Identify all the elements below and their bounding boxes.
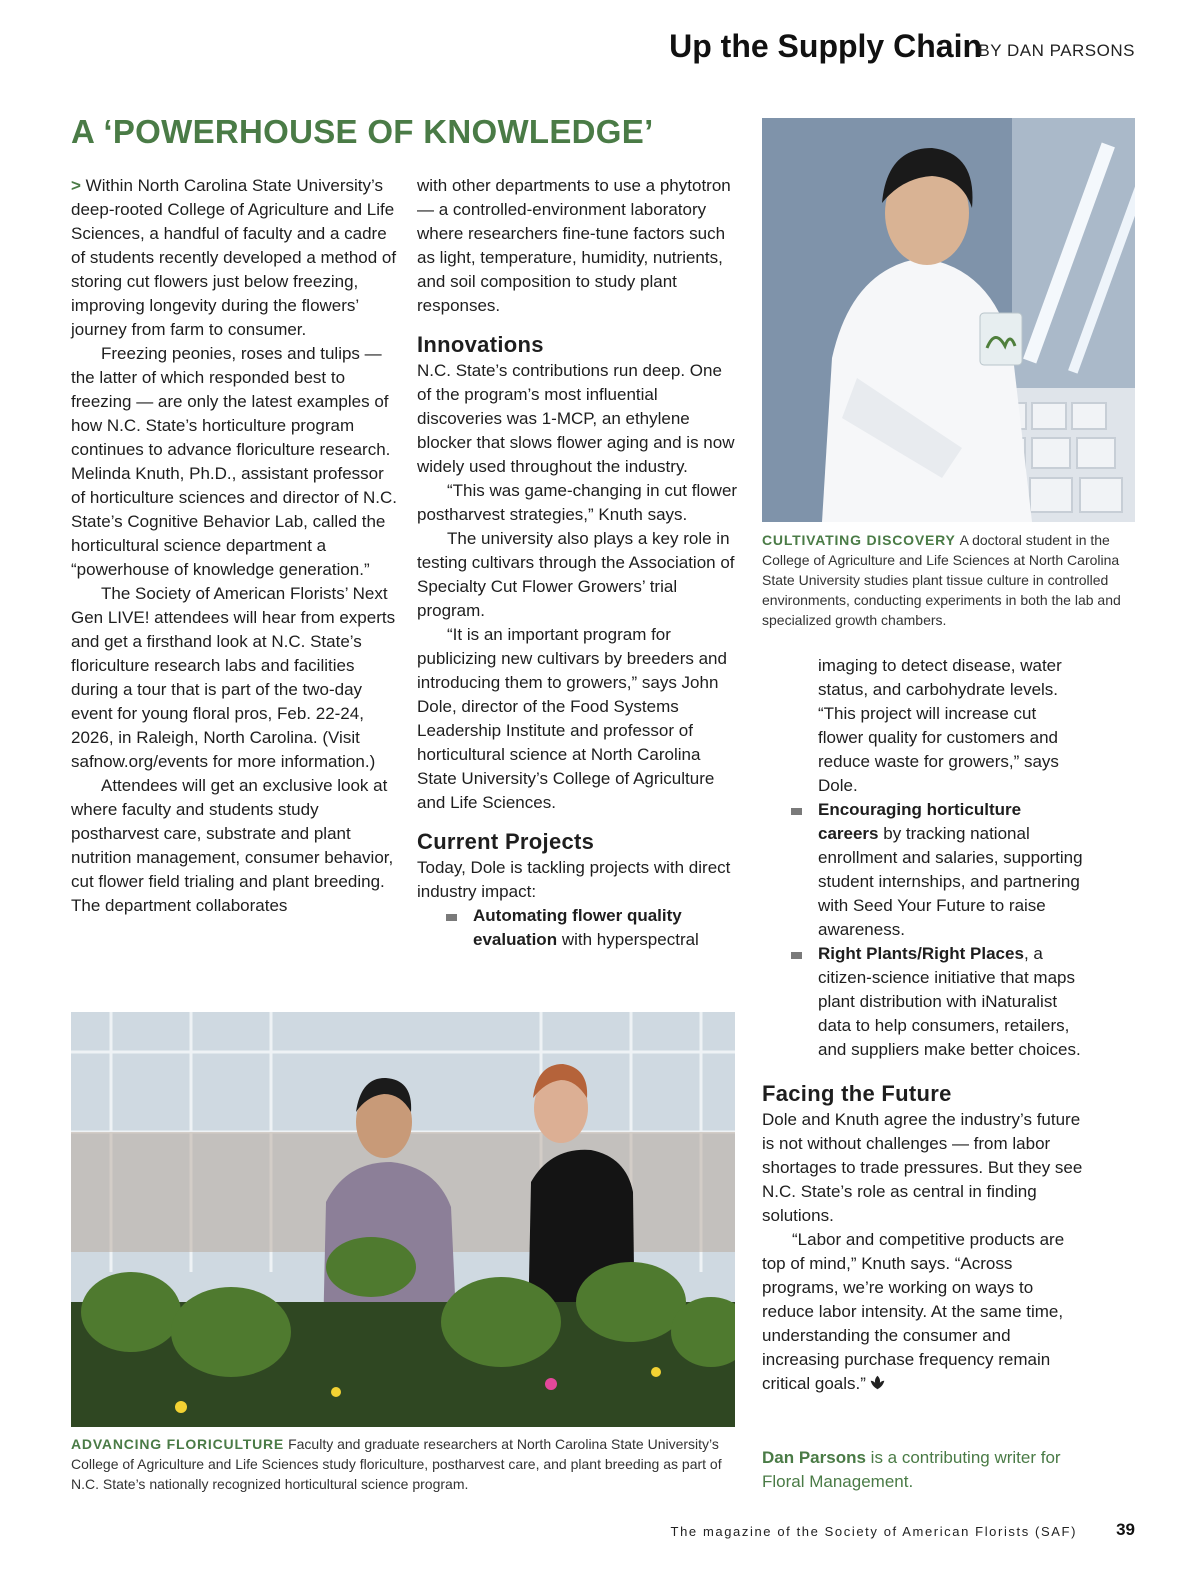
- body-column-2: [417, 174, 739, 952]
- footer-publication: The magazine of the Society of American Florists (SAF): [670, 1524, 1077, 1539]
- project-list-continued: [762, 654, 1084, 1062]
- body-paragraph: “This was game-changing in cut flower postharvest strategies,” Knuth says.: [417, 481, 738, 524]
- list-item: [762, 798, 1084, 942]
- caption-kicker: CULTIVATING DISCOVERY: [762, 532, 956, 548]
- section-title: Up the Supply Chain: [669, 28, 982, 64]
- lab-photo: [762, 118, 1135, 522]
- bullet-text: imaging to detect disease, water status, and carbohydrate levels. “This project will increase cut flower quality for customers and reduce waste for growers,” says Dole.: [818, 656, 1062, 795]
- square-bullet-icon: [791, 952, 802, 959]
- page-number: 39: [1116, 1520, 1135, 1539]
- paragraph-text: Within North Carolina State University’s deep-rooted College of Agriculture and Life Sciences, a handful of faculty and a cadre of students recently developed a method of storing cut flowers just below freezing, improving longevity during the flowers’ journey from farm to consumer.: [71, 176, 397, 339]
- saf-flower-end-mark-icon: [869, 1374, 886, 1391]
- body-paragraph: N.C. State’s contributions run deep. One of the program’s most influential discoveries was 1-MCP, an ethylene blocker that slows flower aging and is now widely used throughout the industry.: [417, 361, 735, 476]
- greenhouse-photo: [71, 1012, 735, 1427]
- author-name: Dan Parsons: [762, 1448, 866, 1467]
- greenhouse-photo-illustration: [71, 1012, 735, 1427]
- caption-text: Faculty and graduate researchers at North Carolina State University’s College of Agriculture and Life Sciences study floriculture, postharvest care, and plant breeding as part of N.C. State’s nationally recognized horticultural science program.: [71, 1436, 722, 1492]
- author-bio: is a contributing writer for Floral Management.: [762, 1448, 1061, 1491]
- project-list: [417, 904, 739, 952]
- body-paragraph: Attendees will get an exclusive look at where faculty and students study postharvest care, substrate and plant nutrition management, consumer behavior, cut flower field trialing and plant breeding. The department collaborates: [71, 776, 394, 915]
- lab-photo-illustration: [762, 118, 1135, 522]
- bullet-lead: Encouraging horticulture careers: [818, 800, 1022, 843]
- body-paragraph-continued: with other departments to use a phytotron — a controlled-environment laboratory where researchers fine-tune factors such as light, temperature, humidity, nutrients, and soil composition to study plant responses.: [417, 176, 731, 315]
- paragraph-text: “Labor and competitive products are top of mind,” Knuth says. “Across programs, we’re working on ways to reduce labor intensity. At the same time, understanding the consumer and increasing purchase frequency remain critical goals.”: [762, 1230, 1065, 1393]
- body-paragraph: Dole and Knuth agree the industry’s future is not without challenges — from labor shortages to trade pressures. But they see N.C. State’s role as central in finding solutions.: [762, 1110, 1083, 1225]
- body-paragraph: The university also plays a key role in testing cultivars through the Association of Specialty Cut Flower Growers’ trial program.: [417, 529, 735, 620]
- body-paragraph: Freezing peonies, roses and tulips — the latter of which responded best to freezing — are only the latest examples of how N.C. State’s horticulture program continues to advance floriculture research. Melinda Knuth, Ph.D., assistant professor of horticulture sciences and director of N.C. State’s Cognitive Behavior Lab, called the horticultural science department a “powerhouse of knowledge generation.”: [71, 344, 397, 579]
- subhead-current-projects: Current Projects: [417, 829, 595, 854]
- lab-photo-caption: [762, 530, 1137, 630]
- list-item: [417, 904, 739, 952]
- byline: BY DAN PARSONS: [978, 41, 1135, 60]
- lead-arrow-icon: >: [71, 176, 81, 195]
- bullet-lead: Automating flower quality evaluation: [473, 906, 682, 949]
- bullet-text: , a citizen-science initiative that maps plant distribution with iNaturalist data to help consumers, retailers, and suppliers make better choices.: [818, 944, 1081, 1059]
- square-bullet-icon: [446, 914, 457, 921]
- subhead-facing-the-future: Facing the Future: [762, 1081, 952, 1106]
- bullet-text: by tracking national enrollment and salaries, supporting student internships, and partnering with Seed Your Future to raise awareness.: [818, 824, 1083, 939]
- subhead-innovations: Innovations: [417, 332, 544, 357]
- author-note: [762, 1446, 1092, 1494]
- square-bullet-icon: [791, 808, 802, 815]
- article-headline: A ‘POWERHOUSE OF KNOWLEDGE’: [71, 113, 654, 150]
- body-paragraph: [71, 174, 401, 342]
- bullet-lead: Right Plants/Right Places: [818, 944, 1024, 963]
- body-paragraph: The Society of American Florists’ Next Gen LIVE! attendees will hear from experts and get a firsthand look at N.C. State’s floriculture research labs and facilities during a tour that is part of the two-day event for young floral pros, Feb. 22-24, 2026, in Raleigh, North Carolina. (Visit safnow.org/events for more information.): [71, 584, 396, 771]
- body-column-1: [71, 174, 401, 918]
- caption-text: A doctoral student in the College of Agriculture and Life Sciences at North Carolina State University studies plant tissue culture in controlled environments, conducting experiments in both the lab and specialized growth chambers.: [762, 532, 1121, 628]
- list-item: [762, 942, 1084, 1062]
- caption-kicker: ADVANCING FLORICULTURE: [71, 1436, 285, 1452]
- bullet-text: with hyperspectral: [561, 930, 699, 949]
- body-paragraph: [762, 1228, 1084, 1396]
- body-column-3: [762, 654, 1084, 1396]
- list-item-continued: [762, 654, 1084, 798]
- body-paragraph: “It is an important program for publicizing new cultivars by breeders and introducing them to growers,” says John Dole, director of the Food Systems Leadership Institute and professor of horticultural science at North Carolina State University’s College of Agriculture and Life Sciences.: [417, 625, 727, 812]
- body-paragraph: Today, Dole is tackling projects with direct industry impact:: [417, 858, 731, 901]
- greenhouse-photo-caption: [71, 1434, 735, 1494]
